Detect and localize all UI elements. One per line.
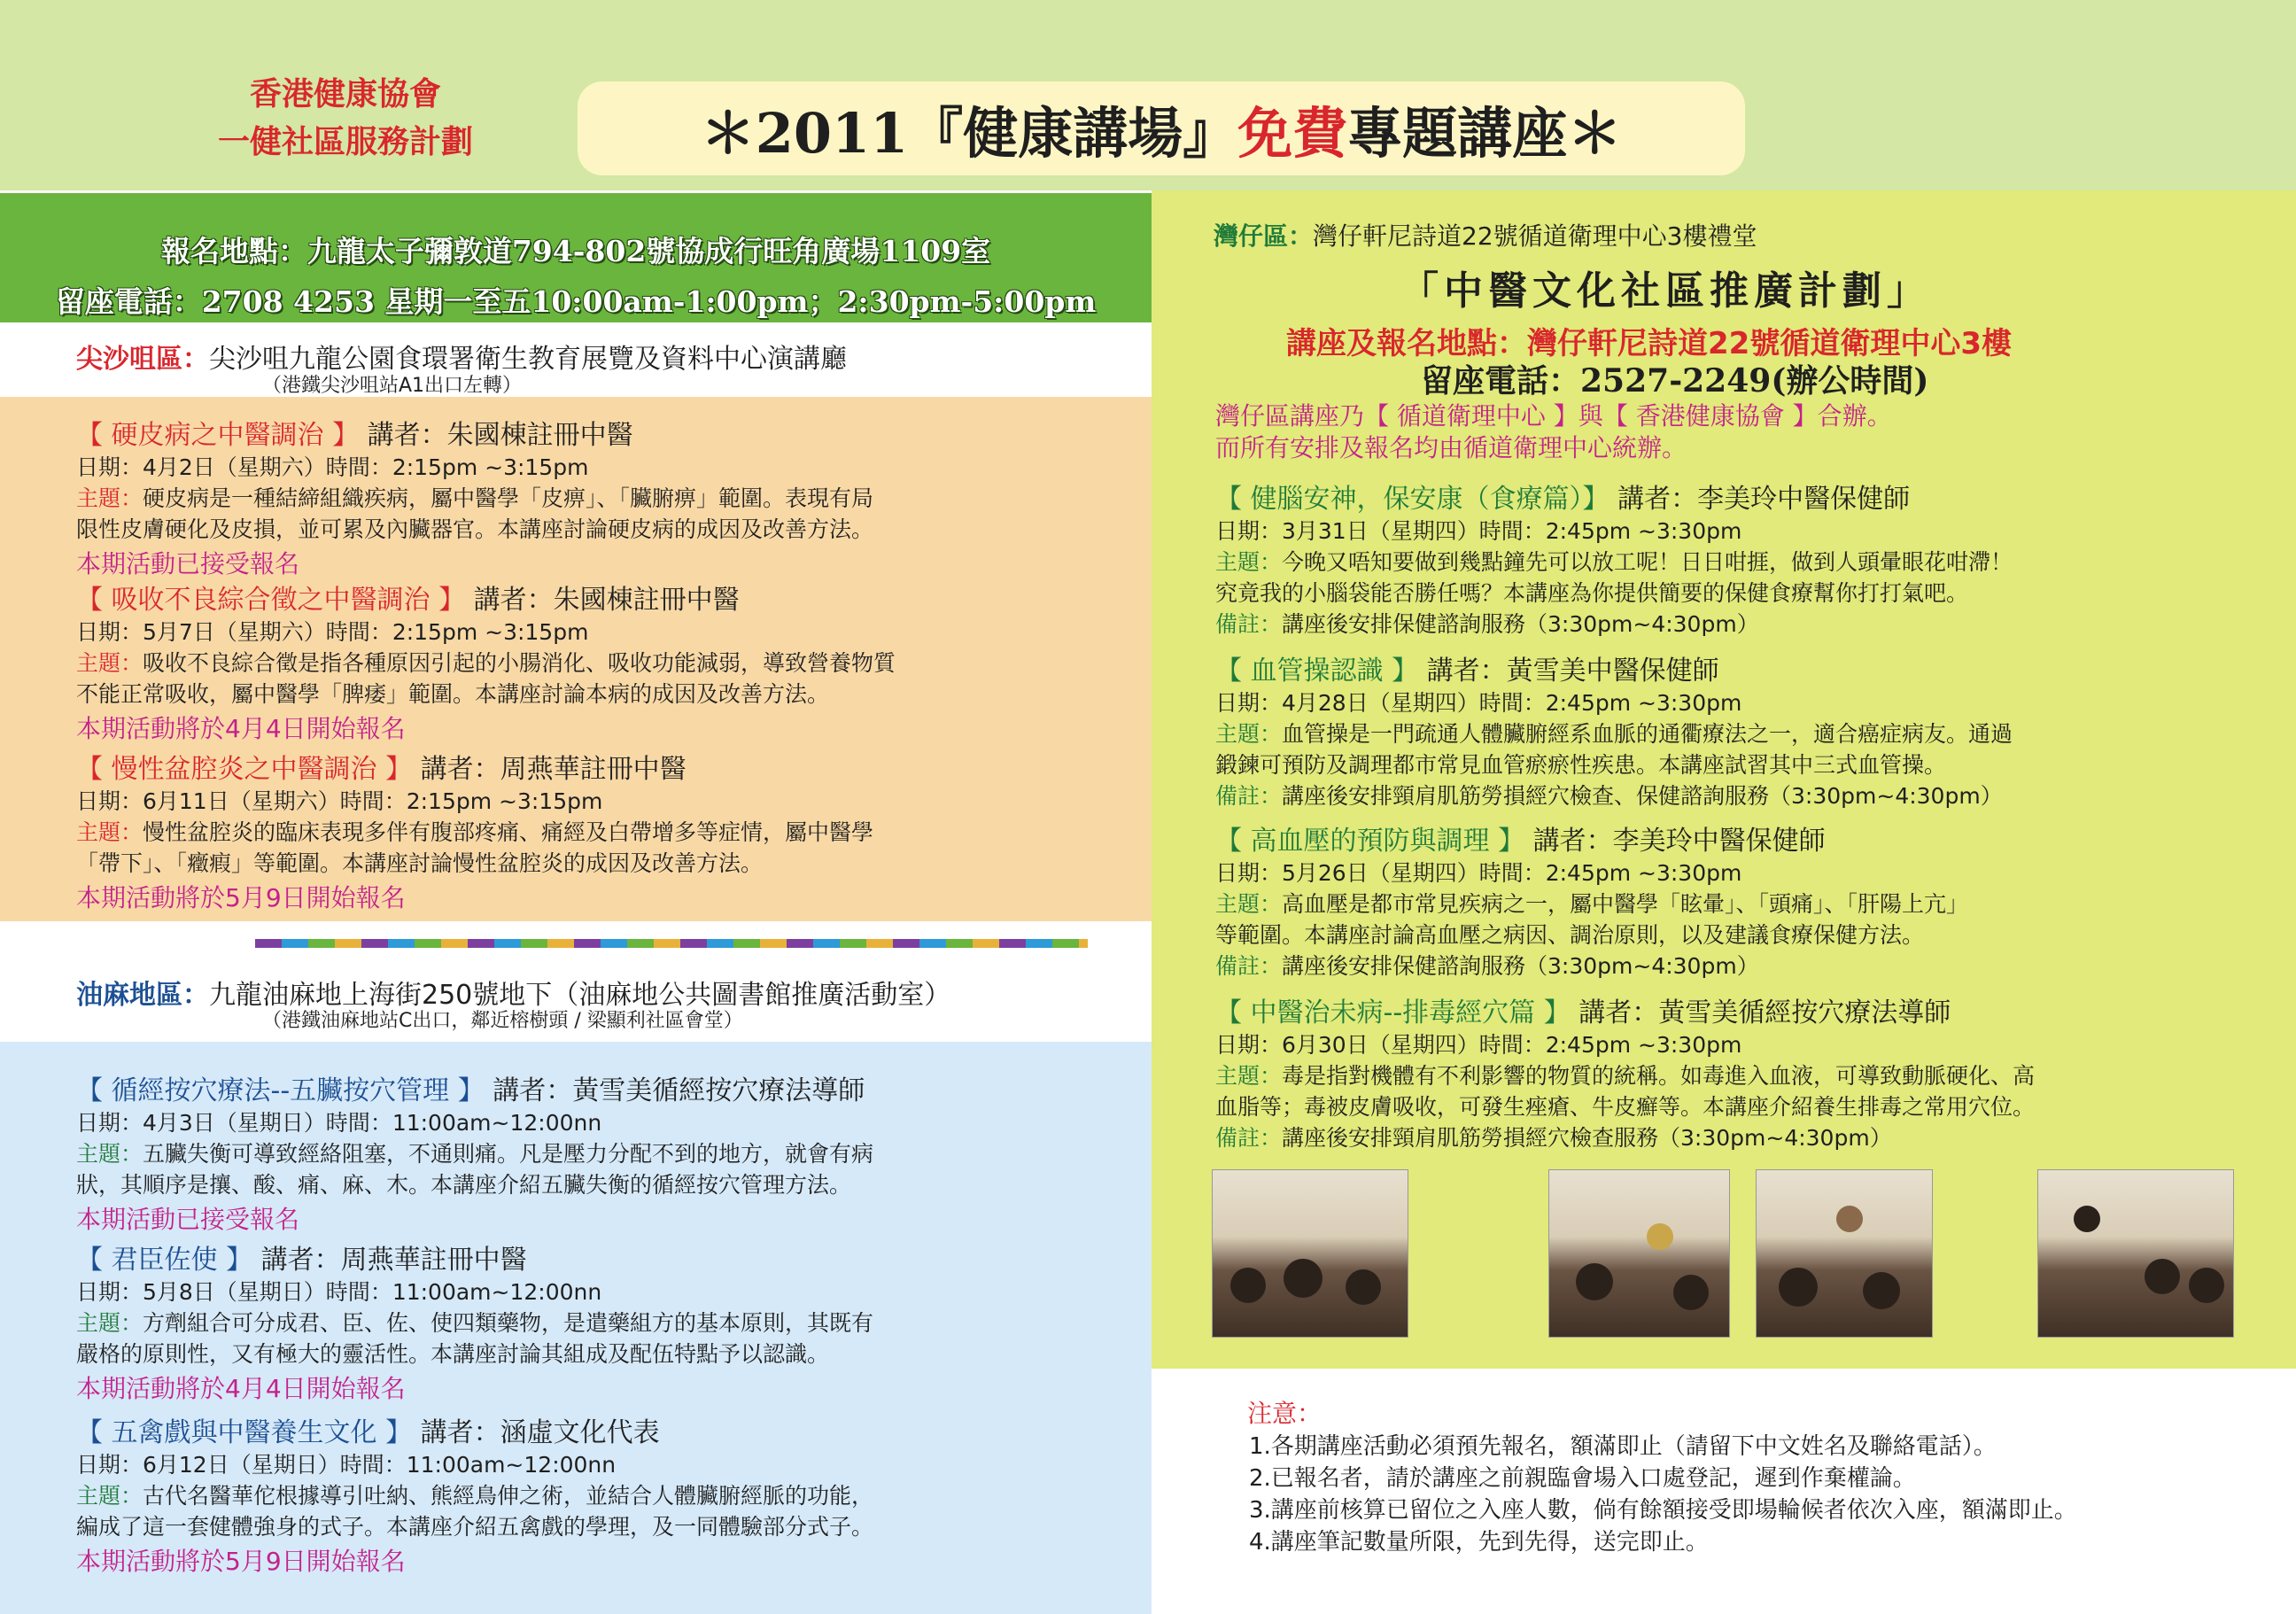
lecture-topic: 古代名醫華佗根據導引吐納、熊經鳥伸之術，並結合人體臟腑經脈的功能， <box>143 1483 874 1509</box>
lecture-topic: 高血壓是都市常見疾病之一，屬中醫學「眩暈」、「頭痛」、「肝陽上亢」 <box>1282 891 1969 917</box>
registration-status: 本期活動將於4月4日開始報名 <box>76 714 406 743</box>
lecture-speaker: 講者：朱國棟註冊中醫 <box>359 420 633 451</box>
lecture-date: 日期：6月11日（星期六）時間：2:15pm ~3:15pm <box>76 788 603 814</box>
wanchai-phone: 留座電話：2527-2249(辦公時間) <box>1421 362 1929 400</box>
lecture-item <box>76 1068 873 1236</box>
lecture-date: 日期：6月12日（星期日）時間：11:00am~12:00nn <box>76 1452 617 1478</box>
lecture-topic: 今晚又唔知要做到幾點鐘先可以放工呢！日日咁捱，做到人頭暈眼花咁滯！ <box>1282 549 2013 575</box>
district-venue: 灣仔軒尼詩道22號循道衛理中心3樓禮堂 <box>1313 221 1757 251</box>
lecture-date: 日期：3月31日（星期四）時間：2:45pm ~3:30pm <box>1215 518 1742 544</box>
lecture-photo <box>1548 1169 1730 1338</box>
registration-status: 本期活動將於4月4日開始報名 <box>76 1374 406 1403</box>
notes-item: 2.已報名者，請於講座之前親臨會場入口處登記，遲到作棄權論。 <box>1249 1465 1916 1492</box>
lecture-note: 講座後安排頸肩肌筋勞損經穴檢查服務（3:30pm~4:30pm） <box>1282 1125 1892 1151</box>
topic-label: 主題： <box>76 1141 144 1167</box>
lecture-topic: 方劑組合可分成君、臣、佐、使四類藥物，是遣藥組方的基本原則，其既有 <box>143 1310 874 1336</box>
topic-label: 主題： <box>1215 1063 1283 1089</box>
topic-label: 主題： <box>76 819 144 845</box>
notes-heading: 注意： <box>1247 1399 1323 1428</box>
project-title: 「中醫文化社區推廣計劃」 <box>1400 268 1931 314</box>
topic-label: 主題： <box>76 1310 144 1336</box>
lecture-topic-cont: 鍛鍊可預防及調理都市常見血管瘀瘀性疾患。本講座試習其中三式血管操。 <box>1215 752 1947 778</box>
lecture-topic: 慢性盆腔炎的臨床表現多伴有腹部疼痛、痛經及白帶增多等症情，屬中醫學 <box>143 819 874 845</box>
page-title <box>578 81 1745 175</box>
note-label: 備註： <box>1215 1125 1283 1151</box>
topic-label: 主題： <box>76 1483 144 1509</box>
registration-bar <box>0 193 1152 322</box>
lecture-item <box>76 578 896 745</box>
lecture-topic-cont: 編成了這一套健體強身的式子。本講座介紹五禽戲的學理，及一同體驗部分式子。 <box>76 1514 874 1540</box>
lecture-topic: 硬皮病是一種結締組織疾病，屬中醫學「皮痹」、「臟腑痹」範圍。表現有局 <box>143 485 874 511</box>
registration-status: 本期活動將於5月9日開始報名 <box>76 1547 406 1576</box>
lecture-topic-cont: 限性皮膚硬化及皮損，並可累及內臟器官。本講座討論硬皮病的成因及改善方法。 <box>76 516 874 542</box>
lecture-title: 【 五禽戲與中醫養生文化 】 <box>76 1417 413 1448</box>
notes-item: 1.各期講座活動必須預先報名，額滿即止（請留下中文姓名及聯絡電話）。 <box>1249 1433 1997 1460</box>
lecture-speaker: 講者：朱國棟註冊中醫 <box>465 585 740 616</box>
lecture-topic-cont: 等範圍。本講座討論高血壓之病因、調治原則，以及建議食療保健方法。 <box>1215 922 1925 948</box>
title-suffix: 專題講座＊ <box>1347 100 1623 166</box>
lecture-item <box>76 1238 873 1405</box>
lecture-date: 日期：4月3日（星期日）時間：11:00am~12:00nn <box>76 1110 602 1136</box>
decorative-stripe <box>255 939 1088 948</box>
lecture-item <box>76 747 873 914</box>
title-free: 免費 <box>1237 100 1348 166</box>
note-label: 備註： <box>1215 783 1283 809</box>
lecture-note: 講座後安排頸肩肌筋勞損經穴檢查、保健諮詢服務（3:30pm~4:30pm） <box>1282 783 2003 809</box>
district-wanchai <box>1214 217 1757 252</box>
lecture-title: 【 循經按穴療法--五臟按穴管理 】 <box>76 1075 485 1106</box>
lecture-photo <box>2037 1169 2234 1338</box>
lecture-note: 講座後安排保健諮詢服務（3:30pm~4:30pm） <box>1282 611 1759 637</box>
lecture-title: 【 中醫治未病--排毒經穴篇 】 <box>1215 997 1571 1028</box>
co-organizer-note: 灣仔區講座乃【 循道衛理中心 】與【 香港健康協會 】合辦。 <box>1215 401 1892 431</box>
lecture-speaker: 講者：李美玲中醫保健師 <box>1524 826 1826 857</box>
district-directions: （港鐵尖沙咀站A1出口左轉） <box>262 375 523 397</box>
lecture-speaker: 講者：黃雪美中醫保健師 <box>1418 656 1719 687</box>
registration-phone: 留座電話：2708 4253 星期一至五10:00am-1:00pm；2:30pm-5:00pm <box>55 284 1097 319</box>
lecture-speaker: 講者：李美玲中醫保健師 <box>1609 484 1911 515</box>
title-prefix: ＊2011『健康講場』 <box>700 100 1238 166</box>
lecture-topic: 吸收不良綜合徵是指各種原因引起的小腸消化、吸收功能減弱，導致營養物質 <box>143 650 896 676</box>
lecture-speaker: 講者：黃雪美循經按穴療法導師 <box>484 1075 865 1106</box>
lecture-note: 講座後安排保健諮詢服務（3:30pm~4:30pm） <box>1282 953 1759 979</box>
lecture-date: 日期：4月28日（星期四）時間：2:45pm ~3:30pm <box>1215 690 1742 716</box>
topic-label: 主題： <box>76 485 144 511</box>
lecture-date: 日期：5月7日（星期六）時間：2:15pm ~3:15pm <box>76 619 589 645</box>
lecture-title: 【 健腦安神，保安康（食療篇）】 <box>1215 484 1610 515</box>
lecture-topic: 五臟失衡可導致經絡阻塞，不通則痛。凡是壓力分配不到的地方，就會有病 <box>143 1141 874 1167</box>
lecture-date: 日期：6月30日（星期四）時間：2:45pm ~3:30pm <box>1215 1032 1742 1058</box>
lecture-speaker: 講者：黃雪美循經按穴療法導師 <box>1570 997 1951 1028</box>
lecture-date: 日期：5月8日（星期日）時間：11:00am~12:00nn <box>76 1279 602 1305</box>
lecture-title: 【 慢性盆腔炎之中醫調治 】 <box>76 754 413 785</box>
notes-item: 4.講座筆記數量所限，先到先得，送完即止。 <box>1249 1529 1709 1556</box>
note-label: 備註： <box>1215 611 1283 637</box>
lecture-item <box>76 1410 873 1578</box>
lecture-speaker: 講者：周燕華註冊中醫 <box>252 1245 527 1276</box>
lecture-topic-cont: 「帶下」、「癥瘕」等範圍。本講座討論慢性盆腔炎的成因及改善方法。 <box>76 850 764 876</box>
lecture-title: 【 硬皮病之中醫調治 】 <box>76 420 360 451</box>
lecture-topic-cont: 究竟我的小腦袋能否勝任嗎？本講座為你提供簡要的保健食療幫你打打氣吧。 <box>1215 580 1969 606</box>
lecture-item <box>1215 990 2035 1153</box>
lecture-date: 日期：4月2日（星期六）時間：2:15pm ~3:15pm <box>76 454 589 480</box>
co-organizer-note-cont: 而所有安排及報名均由循道衛理中心統辦。 <box>1215 433 1687 462</box>
wanchai-venue: 講座及報名地點：灣仔軒尼詩道22號循道衛理中心3樓 <box>1286 326 2012 361</box>
org-name: 香港健康協會 <box>249 76 441 113</box>
topic-label: 主題： <box>76 650 144 676</box>
lecture-title: 【 君臣佐使 】 <box>76 1245 253 1276</box>
registration-address: 報名地點：九龍太子彌敦道794-802號協成行旺角廣場1109室 <box>160 234 991 268</box>
lecture-speaker: 講者：周燕華註冊中醫 <box>412 754 686 785</box>
notes-item: 3.講座前核算已留位之入座人數，倘有餘額接受即場輪候者依次入座，額滿即止。 <box>1249 1497 2077 1524</box>
lecture-topic-cont: 不能正常吸收，屬中醫學「脾痿」範圍。本講座討論本病的成因及改善方法。 <box>76 681 830 707</box>
lecture-topic: 毒是指對機體有不利影響的物質的統稱。如毒進入血液，可導致動脈硬化、高 <box>1282 1063 2036 1089</box>
lecture-topic-cont: 血脂等；毒被皮膚吸收，可發生痤瘡、牛皮癬等。本講座介紹養生排毒之常用穴位。 <box>1215 1094 2036 1120</box>
lecture-title: 【 血管操認識 】 <box>1215 656 1419 687</box>
lecture-topic-cont: 嚴格的原則性，又有極大的靈活性。本講座討論其組成及配伍特點予以認識。 <box>76 1341 830 1367</box>
district-directions: （港鐵油麻地站C出口，鄰近榕樹頭 / 梁顯利社區會堂） <box>262 1010 743 1032</box>
org-program: 一健社區服務計劃 <box>217 124 473 160</box>
lecture-title: 【 高血壓的預防與調理 】 <box>1215 826 1525 857</box>
lecture-item <box>76 413 873 580</box>
topic-label: 主題： <box>1215 891 1283 917</box>
district-name: 灣仔區： <box>1214 221 1314 251</box>
lecture-date: 日期：5月26日（星期四）時間：2:45pm ~3:30pm <box>1215 860 1742 886</box>
registration-status: 本期活動已接受報名 <box>76 1205 300 1234</box>
district-venue: 九龍油麻地上海街250號地下（油麻地公共圖書館推廣活動室） <box>209 980 951 1011</box>
lecture-item <box>1215 477 2013 640</box>
lecture-title: 【 吸收不良綜合徵之中醫調治 】 <box>76 585 466 616</box>
note-label: 備註： <box>1215 953 1283 979</box>
lecture-topic: 血管操是一門疏通人體臟腑經系血脈的通衢療法之一，適合癌症病友。通過 <box>1282 721 2013 747</box>
lecture-photo <box>1756 1169 1933 1338</box>
district-venue: 尖沙咀九龍公園食環署衛生教育展覽及資料中心演講廳 <box>209 344 847 375</box>
registration-status: 本期活動將於5月9日開始報名 <box>76 883 406 912</box>
district-name: 油麻地區： <box>76 980 209 1011</box>
lecture-item <box>1215 648 2013 811</box>
lecture-topic-cont: 狀，其順序是攘、酸、痛、麻、木。本講座介紹五臟失衡的循經按穴管理方法。 <box>76 1172 852 1198</box>
topic-label: 主題： <box>1215 721 1283 747</box>
registration-status: 本期活動已接受報名 <box>76 549 300 578</box>
lecture-item <box>1215 819 1968 982</box>
lecture-photo <box>1212 1169 1408 1338</box>
district-name: 尖沙咀區： <box>76 344 209 375</box>
lecture-speaker: 講者：涵虛文化代表 <box>412 1417 660 1448</box>
topic-label: 主題： <box>1215 549 1283 575</box>
